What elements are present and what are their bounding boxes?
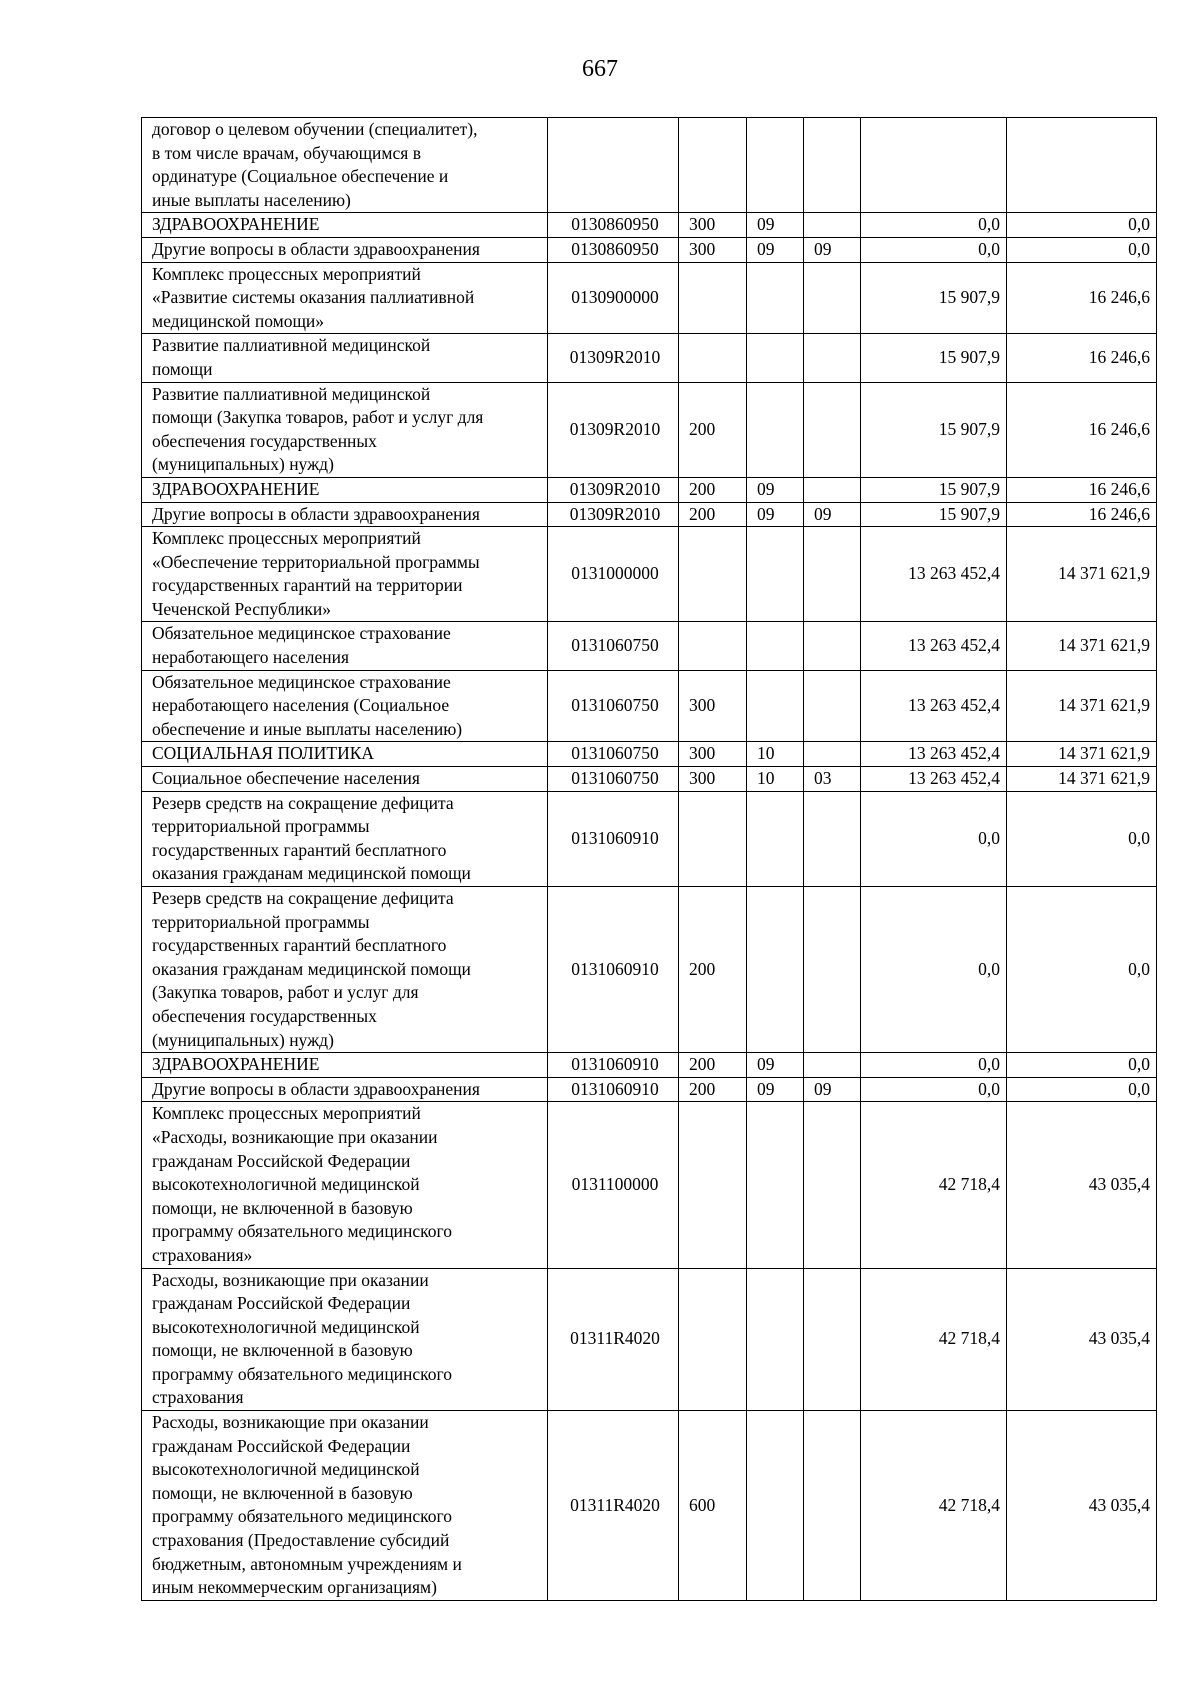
- amount-year-1: 42 718,4: [861, 1268, 1007, 1411]
- target-article-code: 0131060750: [548, 767, 679, 792]
- row-name: [142, 502, 548, 527]
- row-name: [142, 118, 548, 213]
- subsection-code: [804, 742, 861, 767]
- row-name: [142, 262, 548, 334]
- amount-year-2: 0,0: [1007, 1077, 1157, 1102]
- expense-type-code: 200: [679, 1077, 747, 1102]
- expense-type-code: 300: [679, 213, 747, 238]
- row-name: [142, 742, 548, 767]
- amount-year-1: 15 907,9: [861, 477, 1007, 502]
- expense-type-code: 200: [679, 477, 747, 502]
- row-name-line: Расходы, возникающие при оказании: [152, 1412, 429, 1433]
- row-name-line: Социальное обеспечение населения: [152, 768, 420, 789]
- row-name-line: «Расходы, возникающие при оказании: [152, 1126, 438, 1147]
- amount-year-1: 15 907,9: [861, 334, 1007, 382]
- section-code: [747, 382, 804, 477]
- amount-year-2: 0,0: [1007, 213, 1157, 238]
- page-number: 667: [582, 56, 618, 82]
- row-name-line: Другие вопросы в области здравоохранения: [152, 238, 480, 259]
- section-code: [747, 334, 804, 382]
- subsection-code: [804, 118, 861, 213]
- amount-year-2: 14 371 621,9: [1007, 622, 1157, 670]
- section-code: 09: [747, 502, 804, 527]
- row-name-line: неработающего населения: [152, 647, 350, 668]
- target-article-code: 01309R2010: [548, 502, 679, 527]
- row-name: [142, 622, 548, 670]
- row-name-line: программу обязательного медицинского: [152, 1363, 453, 1384]
- amount-year-2: 0,0: [1007, 791, 1157, 886]
- row-name-line: оказания гражданам медицинской помощи: [152, 863, 471, 884]
- expense-type-code: [679, 262, 747, 334]
- row-name-line: помощи, не включенной в базовую: [152, 1197, 413, 1218]
- subsection-code: 09: [804, 1077, 861, 1102]
- row-name: [142, 670, 548, 742]
- expense-type-code: 300: [679, 742, 747, 767]
- row-name-line: Комплекс процессных мероприятий: [152, 1103, 421, 1124]
- row-name-line: медицинской помощи»: [152, 310, 325, 331]
- row-name-line: Развитие паллиативной медицинской: [152, 383, 431, 404]
- amount-year-1: 0,0: [861, 237, 1007, 262]
- table-row: [142, 767, 1157, 792]
- row-name-line: государственных гарантий бесплатного: [152, 839, 447, 860]
- expense-type-code: 600: [679, 1411, 747, 1601]
- expense-type-code: [679, 334, 747, 382]
- table-row: [142, 213, 1157, 238]
- target-article-code: 0131100000: [548, 1102, 679, 1268]
- row-name-line: Развитие паллиативной медицинской: [152, 335, 431, 356]
- row-name-line: обеспечения государственных: [152, 430, 377, 451]
- amount-year-1: 42 718,4: [861, 1102, 1007, 1268]
- expense-type-code: [679, 118, 747, 213]
- section-code: 09: [747, 477, 804, 502]
- row-name-line: Комплекс процессных мероприятий: [152, 263, 421, 284]
- section-code: [747, 118, 804, 213]
- amount-year-2: 14 371 621,9: [1007, 527, 1157, 622]
- section-code: 09: [747, 237, 804, 262]
- row-name: [142, 334, 548, 382]
- row-name: [142, 527, 548, 622]
- table-row: [142, 477, 1157, 502]
- amount-year-1: 13 263 452,4: [861, 767, 1007, 792]
- amount-year-2: 0,0: [1007, 1053, 1157, 1078]
- row-name-line: помощи: [152, 358, 213, 379]
- target-article-code: 0130900000: [548, 262, 679, 334]
- row-name-line: помощи (Закупка товаров, работ и услуг для: [152, 407, 484, 428]
- row-name-line: Другие вопросы в области здравоохранения: [152, 1078, 480, 1099]
- table-row: [142, 742, 1157, 767]
- expense-type-code: 200: [679, 887, 747, 1053]
- target-article-code: 0131060750: [548, 670, 679, 742]
- amount-year-1: 0,0: [861, 887, 1007, 1053]
- row-name-line: в том числе врачам, обучающимся в: [152, 142, 421, 163]
- amount-year-2: 0,0: [1007, 237, 1157, 262]
- table-row: [142, 1077, 1157, 1102]
- target-article-code: 01311R4020: [548, 1411, 679, 1601]
- subsection-code: [804, 670, 861, 742]
- row-name-line: страхования»: [152, 1244, 253, 1265]
- section-code: [747, 1411, 804, 1601]
- row-name-line: Резерв средств на сокращение дефицита: [152, 888, 454, 908]
- row-name-line: высокотехнологичной медицинской: [152, 1459, 420, 1480]
- row-name-line: высокотехнологичной медицинской: [152, 1174, 420, 1195]
- table-row: [142, 1411, 1157, 1601]
- section-code: [747, 262, 804, 334]
- row-name: [142, 767, 548, 792]
- table-row: [142, 527, 1157, 622]
- row-name-line: ЗДРАВООХРАНЕНИЕ: [152, 478, 320, 499]
- row-name-line: государственных гарантий на территории: [152, 575, 463, 596]
- row-name-line: гражданам Российской Федерации: [152, 1293, 411, 1314]
- amount-year-1: 42 718,4: [861, 1411, 1007, 1601]
- amount-year-1: [861, 118, 1007, 213]
- expense-type-code: 300: [679, 237, 747, 262]
- row-name-line: обеспечения государственных: [152, 1005, 377, 1026]
- amount-year-1: 15 907,9: [861, 382, 1007, 477]
- amount-year-1: 13 263 452,4: [861, 527, 1007, 622]
- row-name-line: помощи, не включенной в базовую: [152, 1482, 413, 1503]
- table-row: [142, 502, 1157, 527]
- expense-type-code: [679, 527, 747, 622]
- target-article-code: 0131060910: [548, 887, 679, 1053]
- section-code: [747, 622, 804, 670]
- amount-year-2: 0,0: [1007, 887, 1157, 1053]
- amount-year-1: 0,0: [861, 1077, 1007, 1102]
- row-name-line: обеспечение и иные выплаты населению): [152, 718, 463, 739]
- table-row: [142, 382, 1157, 477]
- expense-type-code: 300: [679, 670, 747, 742]
- row-name-line: неработающего населения (Социальное: [152, 695, 450, 716]
- subsection-code: [804, 1102, 861, 1268]
- subsection-code: [804, 527, 861, 622]
- row-name-line: иным некоммерческим организациям): [152, 1577, 437, 1598]
- section-code: 10: [747, 767, 804, 792]
- target-article-code: [548, 118, 679, 213]
- amount-year-2: 14 371 621,9: [1007, 767, 1157, 792]
- row-name-line: программу обязательного медицинского: [152, 1221, 453, 1242]
- amount-year-1: 13 263 452,4: [861, 622, 1007, 670]
- section-code: 09: [747, 1053, 804, 1078]
- expense-type-code: [679, 622, 747, 670]
- row-name: [142, 477, 548, 502]
- row-name-line: территориальной программы: [152, 911, 370, 932]
- section-code: [747, 1102, 804, 1268]
- row-name-line: договор о целевом обучении (специалитет),: [152, 119, 478, 139]
- amount-year-2: 16 246,6: [1007, 262, 1157, 334]
- subsection-code: [804, 213, 861, 238]
- row-name-line: гражданам Российской Федерации: [152, 1435, 411, 1456]
- expense-type-code: [679, 1268, 747, 1411]
- expense-type-code: 300: [679, 767, 747, 792]
- section-code: [747, 1268, 804, 1411]
- subsection-code: [804, 791, 861, 886]
- amount-year-1: 15 907,9: [861, 502, 1007, 527]
- subsection-code: 09: [804, 237, 861, 262]
- row-name-line: Расходы, возникающие при оказании: [152, 1269, 429, 1290]
- row-name: [142, 791, 548, 886]
- table-row: [142, 887, 1157, 1053]
- row-name-line: «Обеспечение территориальной программы: [152, 551, 480, 572]
- row-name: [142, 1268, 548, 1411]
- expense-type-code: 200: [679, 1053, 747, 1078]
- row-name-line: Другие вопросы в области здравоохранения: [152, 503, 480, 524]
- row-name-line: Чеченской Республики»: [152, 598, 332, 619]
- row-name: [142, 1077, 548, 1102]
- amount-year-1: 0,0: [861, 1053, 1007, 1078]
- target-article-code: 0131060910: [548, 1077, 679, 1102]
- section-code: [747, 791, 804, 886]
- subsection-code: [804, 334, 861, 382]
- expense-type-code: [679, 791, 747, 886]
- row-name: [142, 237, 548, 262]
- row-name-line: иные выплаты населению): [152, 189, 351, 210]
- amount-year-2: 16 246,6: [1007, 502, 1157, 527]
- section-code: 09: [747, 213, 804, 238]
- subsection-code: [804, 1268, 861, 1411]
- target-article-code: 0131060910: [548, 1053, 679, 1078]
- row-name-line: (муниципальных) нужд): [152, 1029, 334, 1050]
- row-name-line: Комплекс процессных мероприятий: [152, 528, 421, 549]
- subsection-code: [804, 622, 861, 670]
- target-article-code: 0130860950: [548, 237, 679, 262]
- target-article-code: 0131000000: [548, 527, 679, 622]
- subsection-code: [804, 1411, 861, 1601]
- row-name-line: страхования (Предоставление субсидий: [152, 1530, 450, 1551]
- amount-year-2: [1007, 118, 1157, 213]
- table-row: [142, 1268, 1157, 1411]
- subsection-code: [804, 1053, 861, 1078]
- row-name-line: ординатуре (Социальное обеспечение и: [152, 166, 449, 187]
- amount-year-2: 43 035,4: [1007, 1102, 1157, 1268]
- amount-year-1: 0,0: [861, 791, 1007, 886]
- amount-year-1: 0,0: [861, 213, 1007, 238]
- amount-year-2: 16 246,6: [1007, 334, 1157, 382]
- row-name-line: страхования: [152, 1387, 244, 1408]
- amount-year-1: 15 907,9: [861, 262, 1007, 334]
- budget-table: [141, 117, 1157, 1601]
- table-row: [142, 791, 1157, 886]
- section-code: [747, 527, 804, 622]
- section-code: [747, 670, 804, 742]
- table-row: [142, 670, 1157, 742]
- amount-year-1: 13 263 452,4: [861, 670, 1007, 742]
- table-row: [142, 622, 1157, 670]
- row-name-line: Обязательное медицинское страхование: [152, 623, 451, 644]
- amount-year-2: 16 246,6: [1007, 477, 1157, 502]
- section-code: 10: [747, 742, 804, 767]
- row-name: [142, 887, 548, 1053]
- section-code: 09: [747, 1077, 804, 1102]
- row-name-line: «Развитие системы оказания паллиативной: [152, 287, 475, 308]
- table-row: [142, 118, 1157, 213]
- row-name-line: ЗДРАВООХРАНЕНИЕ: [152, 214, 320, 235]
- subsection-code: 09: [804, 502, 861, 527]
- subsection-code: [804, 887, 861, 1053]
- expense-type-code: 200: [679, 502, 747, 527]
- subsection-code: [804, 262, 861, 334]
- amount-year-2: 14 371 621,9: [1007, 670, 1157, 742]
- section-code: [747, 887, 804, 1053]
- amount-year-2: 14 371 621,9: [1007, 742, 1157, 767]
- target-article-code: 01309R2010: [548, 334, 679, 382]
- expense-type-code: 200: [679, 382, 747, 477]
- target-article-code: 01309R2010: [548, 477, 679, 502]
- subsection-code: [804, 477, 861, 502]
- row-name: [142, 1053, 548, 1078]
- row-name: [142, 1411, 548, 1601]
- row-name-line: СОЦИАЛЬНАЯ ПОЛИТИКА: [152, 743, 375, 764]
- row-name-line: ЗДРАВООХРАНЕНИЕ: [152, 1054, 320, 1075]
- row-name-line: Обязательное медицинское страхование: [152, 671, 451, 692]
- amount-year-2: 43 035,4: [1007, 1411, 1157, 1601]
- table-body: [142, 118, 1157, 1601]
- row-name: [142, 213, 548, 238]
- row-name: [142, 1102, 548, 1268]
- row-name-line: высокотехнологичной медицинской: [152, 1316, 420, 1337]
- target-article-code: 0130860950: [548, 213, 679, 238]
- expense-type-code: [679, 1102, 747, 1268]
- amount-year-1: 13 263 452,4: [861, 742, 1007, 767]
- table-row: [142, 1102, 1157, 1268]
- row-name-line: помощи, не включенной в базовую: [152, 1340, 413, 1361]
- row-name-line: (Закупка товаров, работ и услуг для: [152, 982, 419, 1003]
- subsection-code: [804, 382, 861, 477]
- subsection-code: 03: [804, 767, 861, 792]
- row-name-line: бюджетным, автономным учреждениям и: [152, 1553, 462, 1574]
- target-article-code: 01309R2010: [548, 382, 679, 477]
- row-name-line: оказания гражданам медицинской помощи: [152, 958, 471, 979]
- row-name-line: (муниципальных) нужд): [152, 454, 334, 475]
- row-name-line: гражданам Российской Федерации: [152, 1150, 411, 1171]
- amount-year-2: 16 246,6: [1007, 382, 1157, 477]
- table-row: [142, 334, 1157, 382]
- row-name: [142, 382, 548, 477]
- target-article-code: 01311R4020: [548, 1268, 679, 1411]
- target-article-code: 0131060750: [548, 742, 679, 767]
- row-name-line: государственных гарантий бесплатного: [152, 935, 447, 956]
- target-article-code: 0131060750: [548, 622, 679, 670]
- table-row: [142, 237, 1157, 262]
- row-name-line: программу обязательного медицинского: [152, 1506, 453, 1527]
- table-row: [142, 1053, 1157, 1078]
- target-article-code: 0131060910: [548, 791, 679, 886]
- amount-year-2: 43 035,4: [1007, 1268, 1157, 1411]
- row-name-line: территориальной программы: [152, 816, 370, 837]
- row-name-line: Резерв средств на сокращение дефицита: [152, 792, 454, 813]
- table-row: [142, 262, 1157, 334]
